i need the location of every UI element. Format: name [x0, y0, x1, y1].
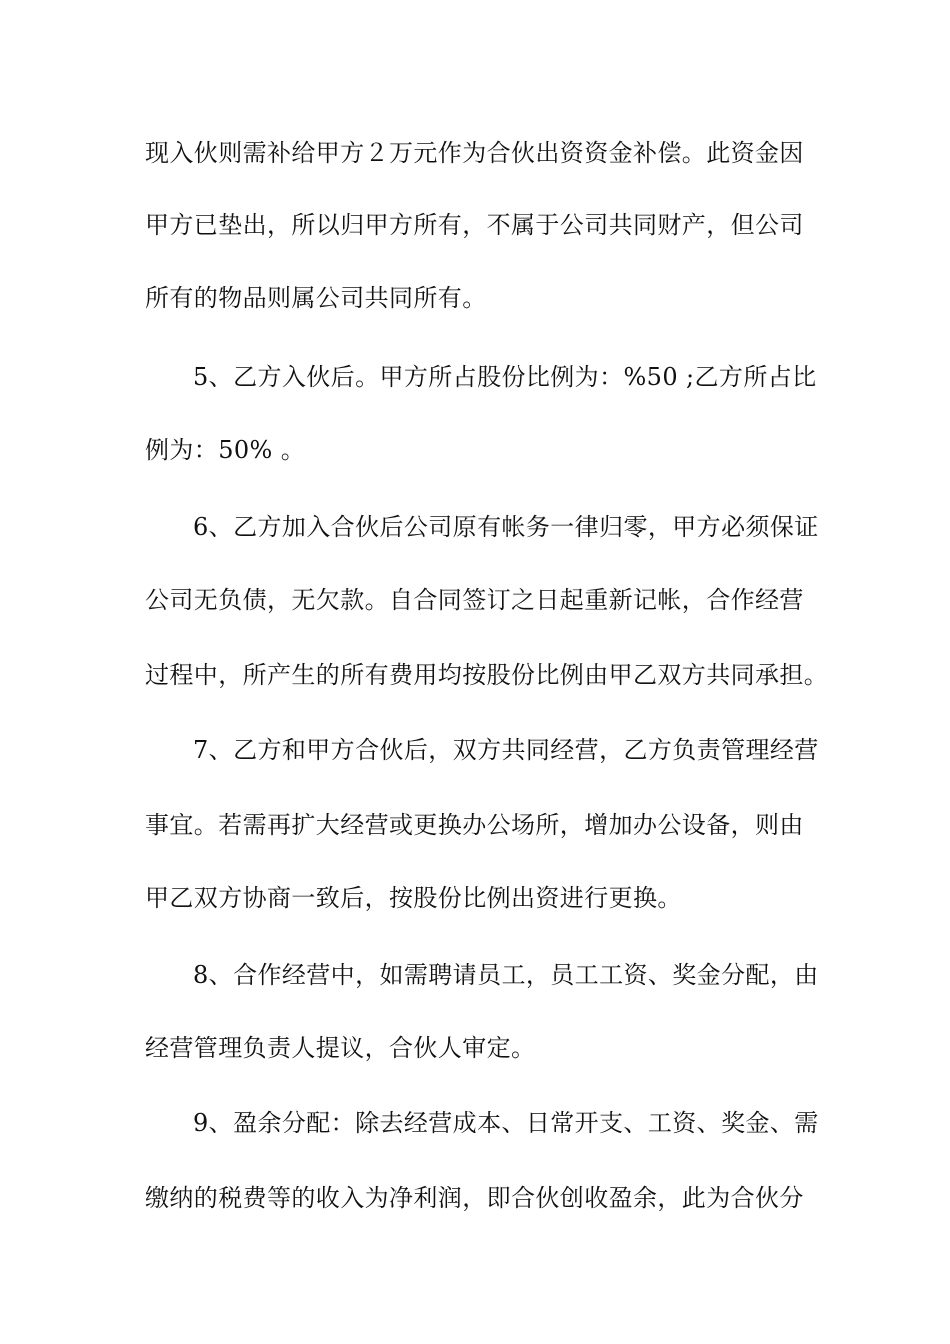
text-line: 缴纳的税费等的收入为净利润，即合伙创收盈余，此为合伙分 — [145, 1184, 804, 1212]
text-line: 事宜。若需再扩大经营或更换办公场所，增加办公设备，则由 — [145, 811, 804, 839]
text-line: 5、乙方入伙后。甲方所占股份比例为：%50 ;乙方所占比 — [193, 363, 817, 391]
text-line: 8、合作经营中，如需聘请员工，员工工资、奖金分配，由 — [193, 961, 819, 989]
text-line: 甲乙双方协商一致后，按股份比例出资进行更换。 — [145, 884, 682, 912]
text-line: 经营管理负责人提议，合伙人审定。 — [145, 1034, 536, 1062]
text-line: 甲方已垫出，所以归甲方所有，不属于公司共同财产，但公司 — [145, 211, 804, 239]
text-line: 例为：50% 。 — [145, 436, 306, 464]
text-line: 9、盈余分配：除去经营成本、日常开支、工资、奖金、需 — [193, 1109, 819, 1137]
text-line: 公司无负债，无欠款。自合同签订之日起重新记帐，合作经营 — [145, 586, 804, 614]
text-line: 所有的物品则属公司共同所有。 — [145, 284, 487, 312]
text-line: 过程中，所产生的所有费用均按股份比例由甲乙双方共同承担。 — [145, 661, 829, 689]
text-line: 7、乙方和甲方合伙后，双方共同经营，乙方负责管理经营 — [193, 736, 819, 764]
text-line: 现入伙则需补给甲方２万元作为合伙出资资金补偿。此资金因 — [145, 139, 804, 167]
text-line: 6、乙方加入合伙后公司原有帐务一律归零，甲方必须保证 — [193, 513, 819, 541]
